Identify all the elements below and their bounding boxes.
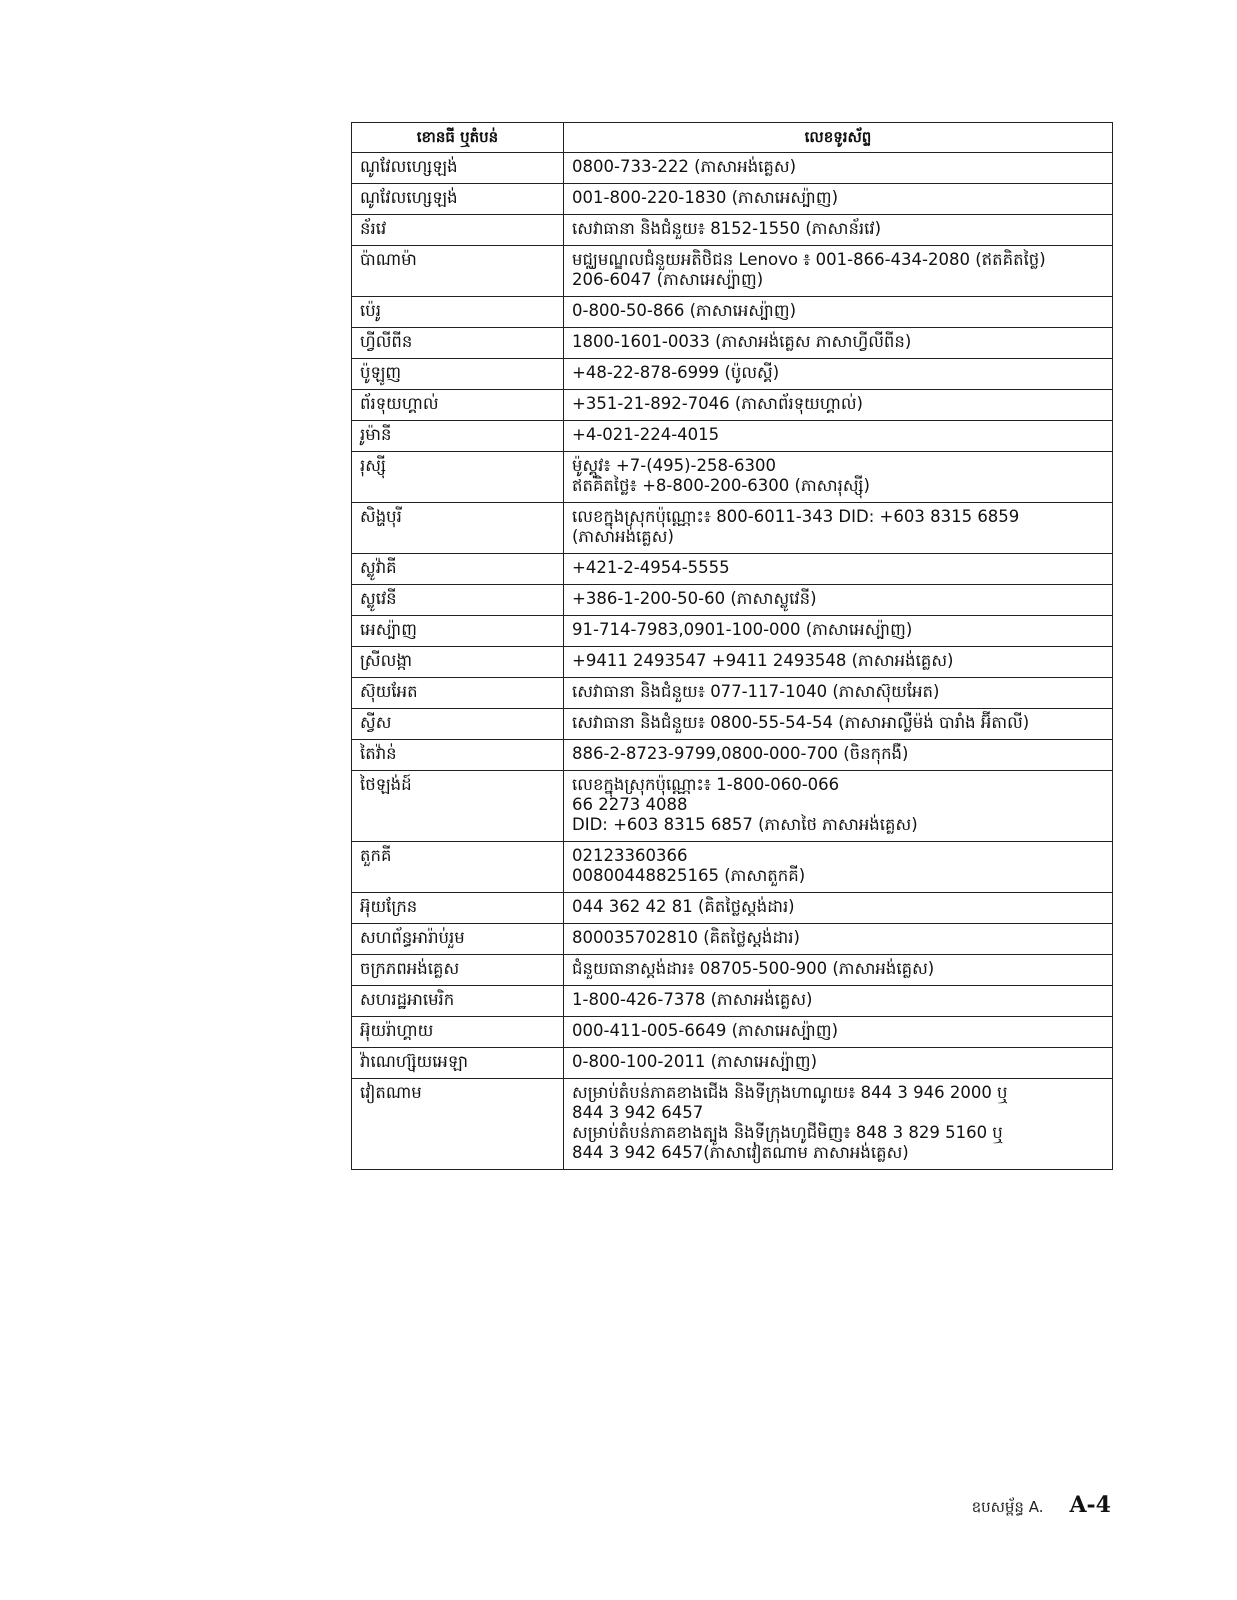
phone-cell: សម្រាប់តំបន់ភាគខាងជើង និងទីក្រុងហាណូយ៖ 844 3 946 2000 ឬ 844 3 942 6457 សម្រាប់តំបន់ភាគខាងត្បូង និងទីក្រុងហូជីមិញ៖ 848 3 829 5160 ឬ 844 3 942 6457(ភាសាវៀតណាម ភាសាអង់គ្លេស) — [564, 1079, 1113, 1170]
table-row — [352, 1079, 1113, 1170]
country-cell: ប៉ូឡូញ — [352, 359, 564, 390]
phone-cell: +421-2-4954-5555 — [564, 554, 1113, 585]
table-row — [352, 503, 1113, 554]
country-cell: អេស្ប៉ាញ — [352, 616, 564, 647]
table-row — [352, 771, 1113, 842]
table-row — [352, 184, 1113, 215]
country-cell: អ៊ុយរ៉ាហ្គាយ — [352, 1017, 564, 1048]
country-cell: ថៃឡង់ដ៍ — [352, 771, 564, 842]
phone-cell: ម៉ូស្គូវ៖ +7-(495)-258-6300 ឥតគិតថ្លៃ៖ +8-800-200-6300 (ភាសារុស្ស៊ី) — [564, 452, 1113, 503]
phone-cell: +351-21-892-7046 (ភាសាព័រទុយហ្គាល់) — [564, 390, 1113, 421]
table-row — [352, 842, 1113, 893]
table-body — [352, 153, 1113, 1170]
table-row — [352, 153, 1113, 184]
table-row — [352, 554, 1113, 585]
phone-cell: 02123360366 00800448825165 (ភាសាតួកគី) — [564, 842, 1113, 893]
country-cell: អ៊ុយក្រែន — [352, 893, 564, 924]
contact-table — [351, 122, 1113, 1170]
table-row — [352, 359, 1113, 390]
country-cell: ស្វីស — [352, 709, 564, 740]
country-cell: ស្លូវ៉ាគី — [352, 554, 564, 585]
table-row — [352, 215, 1113, 246]
country-cell: ប៉ាណាម៉ា — [352, 246, 564, 297]
country-cell: ស៊ុយអែត — [352, 678, 564, 709]
country-cell: ន័រវេ — [352, 215, 564, 246]
country-cell: រូម៉ានី — [352, 421, 564, 452]
phone-cell: លេខក្នុងស្រុកប៉ុណ្ណោះ៖ 1-800-060-066 66 2273 4088 DID: +603 8315 6857 (ភាសាថៃ ភាសាអង់គ្លេស) — [564, 771, 1113, 842]
table-row — [352, 616, 1113, 647]
table-row — [352, 421, 1113, 452]
table-row — [352, 709, 1113, 740]
header-phone: លេខទូរស័ព្ទ — [564, 123, 1113, 153]
table-row — [352, 740, 1113, 771]
phone-cell: 0800-733-222 (ភាសាអង់គ្លេស) — [564, 153, 1113, 184]
footer-label: ឧបសម្ព័ន្ធ A. — [971, 1498, 1044, 1516]
table-row — [352, 924, 1113, 955]
phone-cell: លេខក្នុងស្រុកប៉ុណ្ណោះ៖ 800-6011-343 DID: +603 8315 6859 (ភាសាអង់គ្លេស) — [564, 503, 1113, 554]
table-header-row — [352, 123, 1113, 153]
phone-cell: 044 362 42 81 (គិតថ្លៃស្តង់ដារ) — [564, 893, 1113, 924]
phone-cell: 1800-1601-0033 (ភាសាអង់គ្លេស ភាសាហ្វីលីពីន) — [564, 328, 1113, 359]
table-row — [352, 585, 1113, 616]
phone-cell: សេវាធានា និងជំនួយ៖ 0800-55-54-54 (ភាសាអាល្លឺម៉ង់ បារាំង អ៊ីតាលី) — [564, 709, 1113, 740]
country-cell: ហ្វីលីពីន — [352, 328, 564, 359]
country-cell: ព័រទុយហ្គាល់ — [352, 390, 564, 421]
country-cell: ស្រីលង្កា — [352, 647, 564, 678]
table-row — [352, 647, 1113, 678]
country-cell: តៃវ៉ាន់ — [352, 740, 564, 771]
phone-cell: +48-22-878-6999 (ប៉ូលស្គី) — [564, 359, 1113, 390]
phone-cell: 001-800-220-1830 (ភាសាអេស្ប៉ាញ) — [564, 184, 1113, 215]
header-country: ខោនធី ឬតំបន់ — [352, 123, 564, 153]
table-row — [352, 1017, 1113, 1048]
table-row — [352, 390, 1113, 421]
phone-cell: សេវាធានា និងជំនួយ៖ 077-117-1040 (ភាសាស៊ុយអែត) — [564, 678, 1113, 709]
table-row — [352, 246, 1113, 297]
phone-cell: +386-1-200-50-60 (ភាសាស្លូវេនី) — [564, 585, 1113, 616]
phone-cell: 886-2-8723-9799,0800-000-700 (ចិនកុកងឺ) — [564, 740, 1113, 771]
table-row — [352, 955, 1113, 986]
phone-cell: សេវាធានា និងជំនួយ៖ 8152-1550 (ភាសាន័រវេ) — [564, 215, 1113, 246]
phone-cell: +4-021-224-4015 — [564, 421, 1113, 452]
table-row — [352, 678, 1113, 709]
country-cell: ស្លូវេនី — [352, 585, 564, 616]
country-cell: វៀតណាម — [352, 1079, 564, 1170]
page-footer — [972, 1492, 1111, 1520]
country-cell: រុស្ស៊ី — [352, 452, 564, 503]
table-row — [352, 328, 1113, 359]
phone-cell: 800035702810 (គិតថ្លៃស្តង់ដារ) — [564, 924, 1113, 955]
country-cell: សហព័ន្ធអារ៉ាប់រួម — [352, 924, 564, 955]
phone-cell: +9411 2493547 +9411 2493548 (ភាសាអង់គ្លេស) — [564, 647, 1113, 678]
country-cell: ណូវែលហ្សេឡង់ — [352, 184, 564, 215]
phone-cell: ជំនួយធានាស្តង់ដារ៖ 08705-500-900 (ភាសាអង់គ្លេស) — [564, 955, 1113, 986]
table-row — [352, 452, 1113, 503]
phone-cell: 91-714-7983,0901-100-000 (ភាសាអេស្ប៉ាញ) — [564, 616, 1113, 647]
phone-cell: 1-800-426-7378 (ភាសាអង់គ្លេស) — [564, 986, 1113, 1017]
phone-cell: 0-800-100-2011 (ភាសាអេស្ប៉ាញ) — [564, 1048, 1113, 1079]
country-cell: វ៉ាណេហ្ស៊ុយអេឡា — [352, 1048, 564, 1079]
country-cell: សហរដ្ឋអាមេរិក — [352, 986, 564, 1017]
country-cell: ចក្រភពអង់គ្លេស — [352, 955, 564, 986]
phone-cell: មជ្ឈមណ្ឌលជំនួយអតិថិជន Lenovo ៖ 001-866-434-2080 (ឥតគិតថ្លៃ) 206-6047 (ភាសាអេស្ប៉ាញ) — [564, 246, 1113, 297]
table-row — [352, 297, 1113, 328]
country-cell: សិង្ហបុរី — [352, 503, 564, 554]
phone-cell: 000-411-005-6649 (ភាសាអេស្ប៉ាញ) — [564, 1017, 1113, 1048]
country-cell: ណូវែលហ្សេឡង់ — [352, 153, 564, 184]
phone-cell: 0-800-50-866 (ភាសាអេស្ប៉ាញ) — [564, 297, 1113, 328]
table-row — [352, 986, 1113, 1017]
country-cell: ប៉េរូ — [352, 297, 564, 328]
table-row — [352, 1048, 1113, 1079]
page-number: A-4 — [1069, 1492, 1111, 1518]
country-cell: តួកគី — [352, 842, 564, 893]
table-row — [352, 893, 1113, 924]
